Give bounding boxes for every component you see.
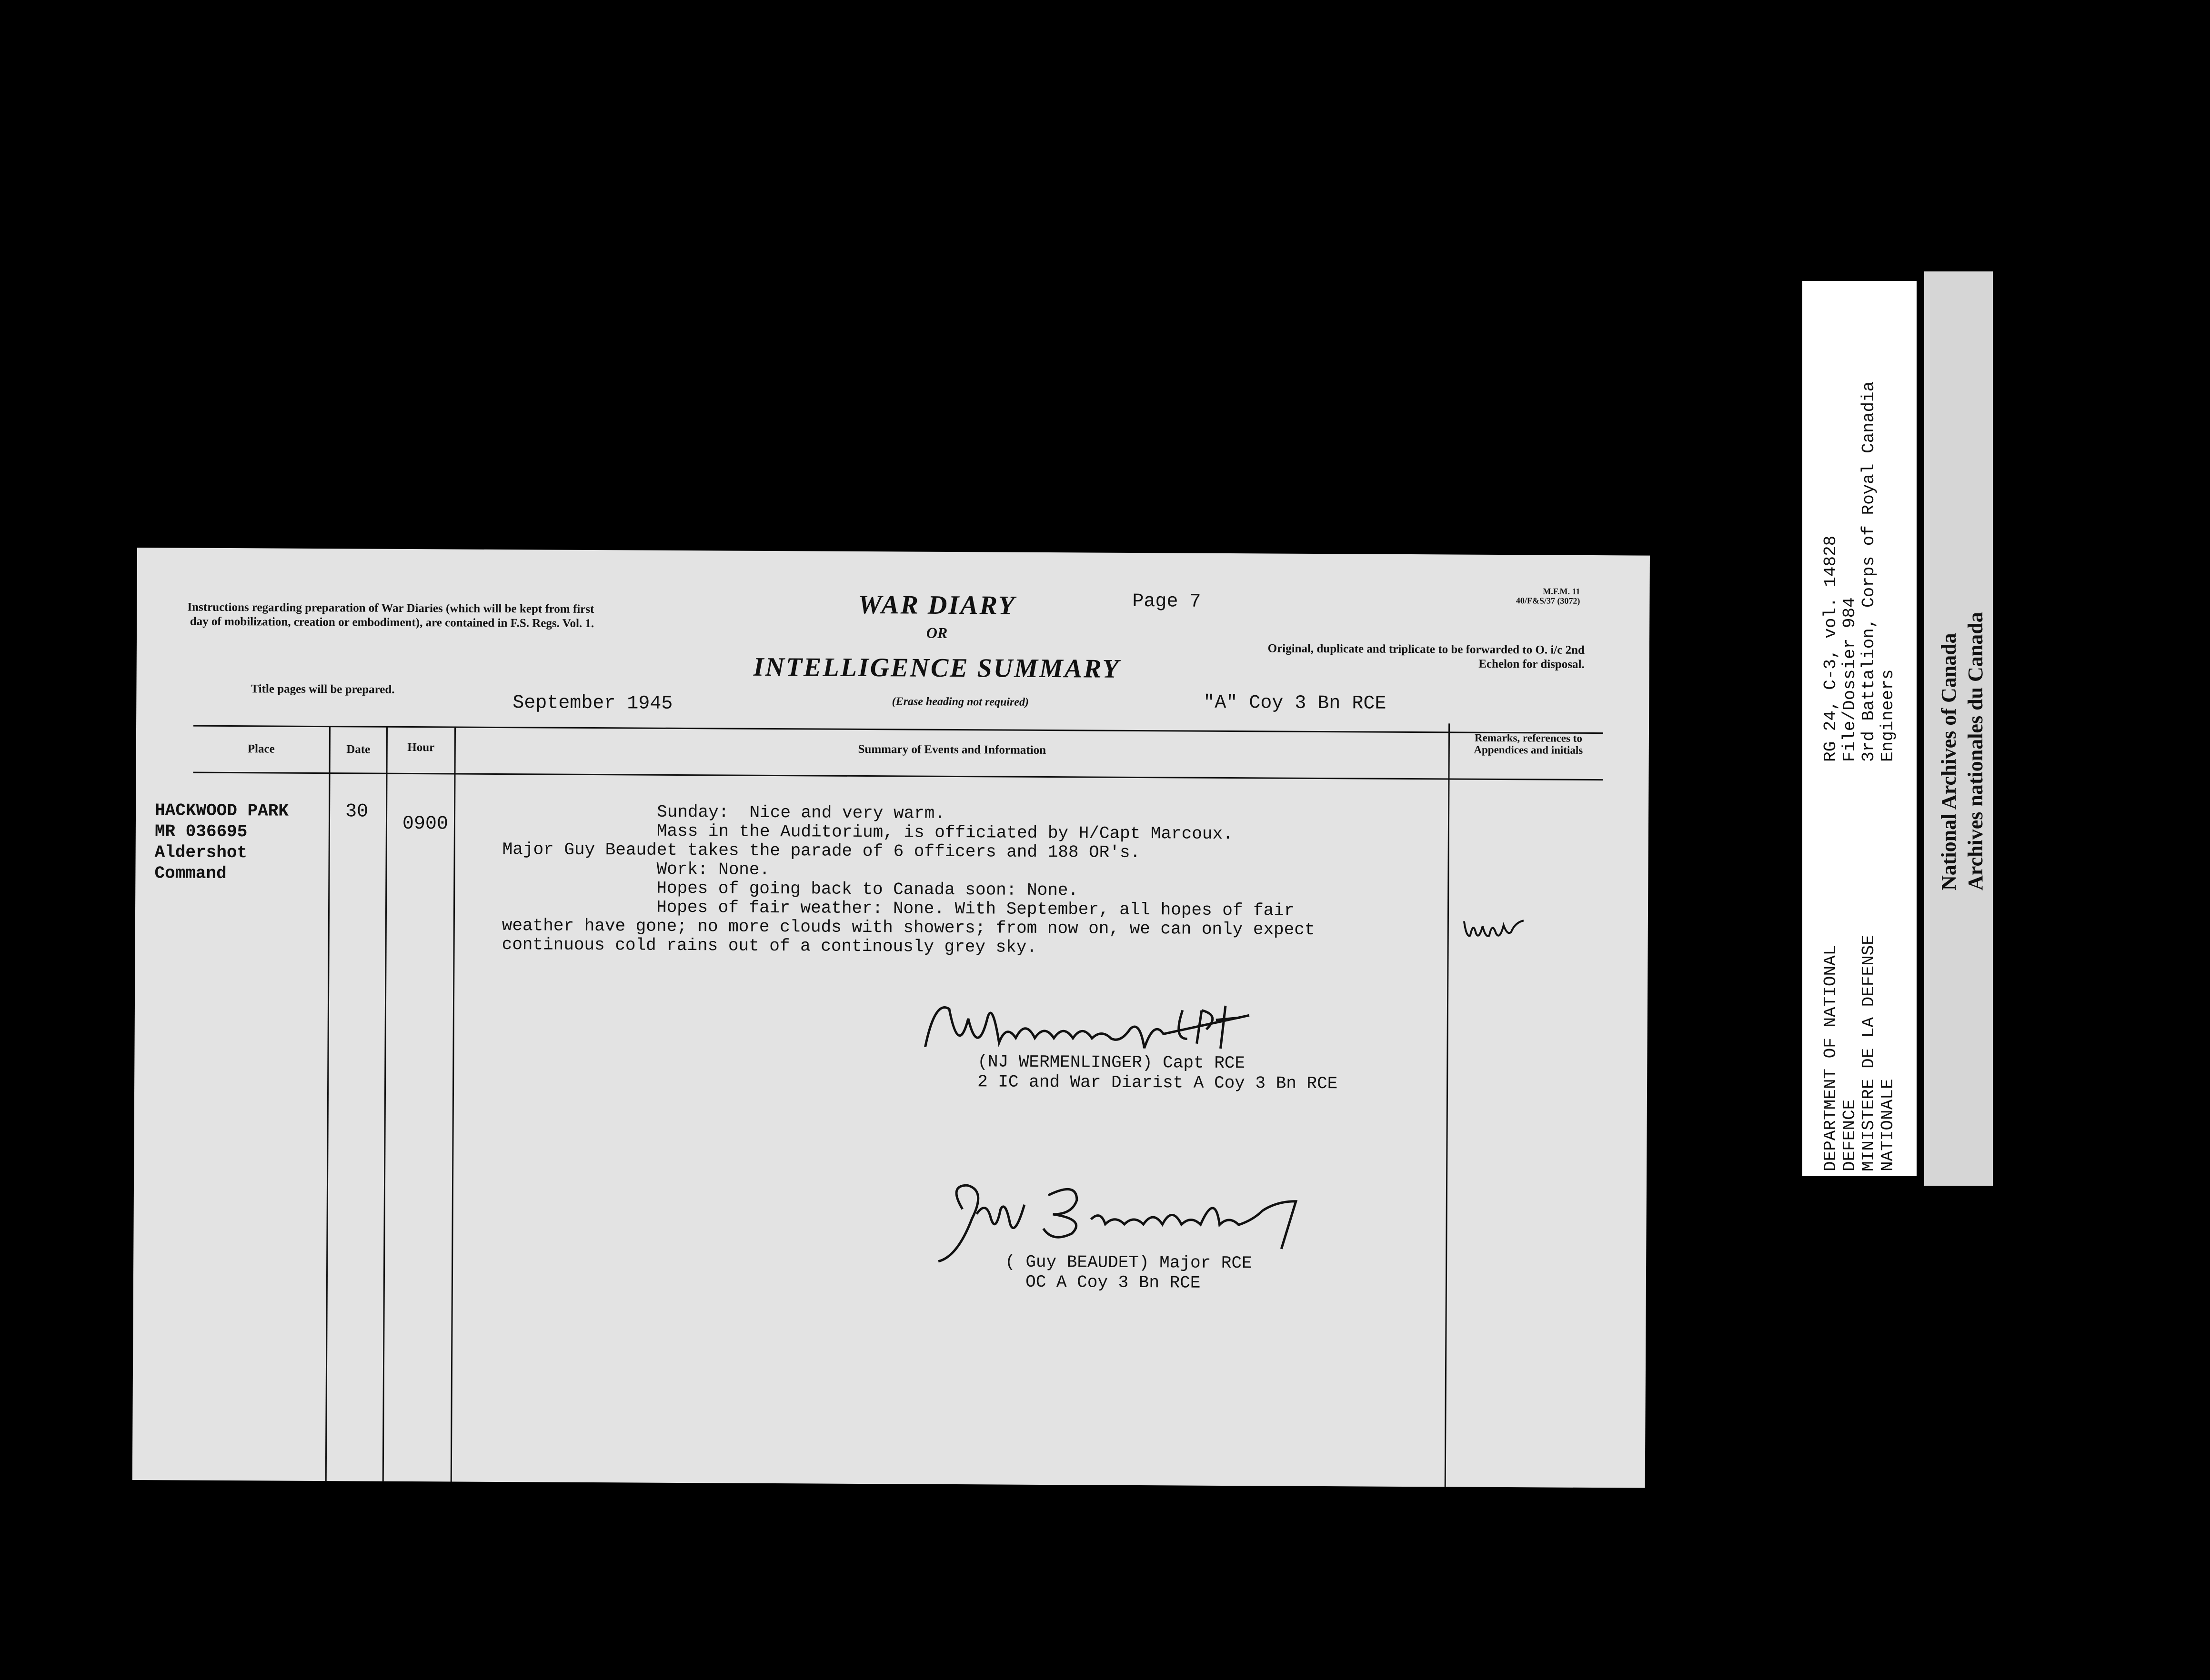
entry-place: HACKWOOD PARK MR 036695 Aldershot Command bbox=[154, 800, 289, 883]
table-top-rule bbox=[193, 725, 1603, 734]
archive-reference-label bbox=[1802, 281, 1917, 1176]
entry-summary: Sunday: Nice and very warm. Mass in the Auditorium, is officiated by H/Capt Marcoux. Major Guy Beaudet takes the parade of 6 officers and 188 OR's. Work: None. Hopes of going back to Canada soon: None. Hopes of fair weather: None. With September, all hopes of fair weather have gone; no more clouds with showers; from now on, we can only expect continuous cold rains out of a continously grey sky. bbox=[502, 801, 1315, 957]
diary-month: September 1945 bbox=[512, 692, 673, 715]
form-title: WAR DIARY bbox=[858, 590, 1016, 620]
unit-name: "A" Coy 3 Bn RCE bbox=[1203, 692, 1386, 715]
form-code-line-2: 40/F&S/37 (3072) bbox=[1516, 596, 1580, 606]
forwarding-note: Original, duplicate and triplicate to be forwarded to O. i/c 2nd Echelon for disposal. bbox=[1267, 642, 1585, 671]
header-date: Date bbox=[346, 743, 371, 756]
entry-date: 30 bbox=[345, 801, 369, 823]
signature-block-diarist: (NJ WERMENLINGER) Capt RCE 2 IC and War Diarist A Coy 3 Bn RCE bbox=[977, 1052, 1338, 1094]
entry-hour: 0900 bbox=[402, 813, 449, 835]
table-header-rule bbox=[193, 772, 1603, 780]
signature-block-oc: ( Guy BEAUDET) Major RCE OC A Coy 3 Bn RCE bbox=[1005, 1252, 1252, 1293]
form-subtitle: INTELLIGENCE SUMMARY bbox=[753, 652, 1120, 684]
title-pages-note: Title pages will be prepared. bbox=[251, 682, 395, 696]
department-name: DEPARTMENT OF NATIONAL DEFENCE MINISTERE DE LA DEFENSE NATIONALE bbox=[1821, 935, 1898, 1171]
archives-label bbox=[1924, 271, 1993, 1186]
form-title-or: OR bbox=[926, 624, 948, 641]
form-code bbox=[1404, 586, 1580, 606]
header-place: Place bbox=[247, 742, 275, 756]
header-hour: Hour bbox=[407, 740, 435, 754]
header-remarks: Remarks, references to Appendices and initials bbox=[1474, 731, 1583, 756]
remarks-initials bbox=[1462, 912, 1528, 946]
instructions-note: Instructions regarding preparation of War Diaries (which will be kept from first day of mobilization, creation or embodiment), are contained in F.S. Regs. Vol. 1. bbox=[187, 600, 594, 630]
erase-note: (Erase heading not required) bbox=[892, 695, 1029, 709]
page-number: Page 7 bbox=[1132, 590, 1201, 613]
col-divider-place bbox=[325, 726, 331, 1481]
archives-name: National Archives of Canada Archives nationales du Canada bbox=[1937, 612, 1987, 890]
archive-reference: RG 24, C-3, vol. 14828 File/Dossier 984 3rd Battalion, Corps of Royal Canadia Engineers bbox=[1821, 381, 1898, 762]
col-divider-summary bbox=[1445, 723, 1450, 1487]
col-divider-date bbox=[382, 726, 388, 1481]
form-code-line-1: M.F.M. 11 bbox=[1543, 586, 1580, 596]
signature-wermenlinger bbox=[915, 990, 1268, 1063]
col-divider-hour bbox=[451, 726, 456, 1481]
header-summary: Summary of Events and Information bbox=[858, 742, 1046, 757]
war-diary-sheet bbox=[132, 548, 1650, 1488]
